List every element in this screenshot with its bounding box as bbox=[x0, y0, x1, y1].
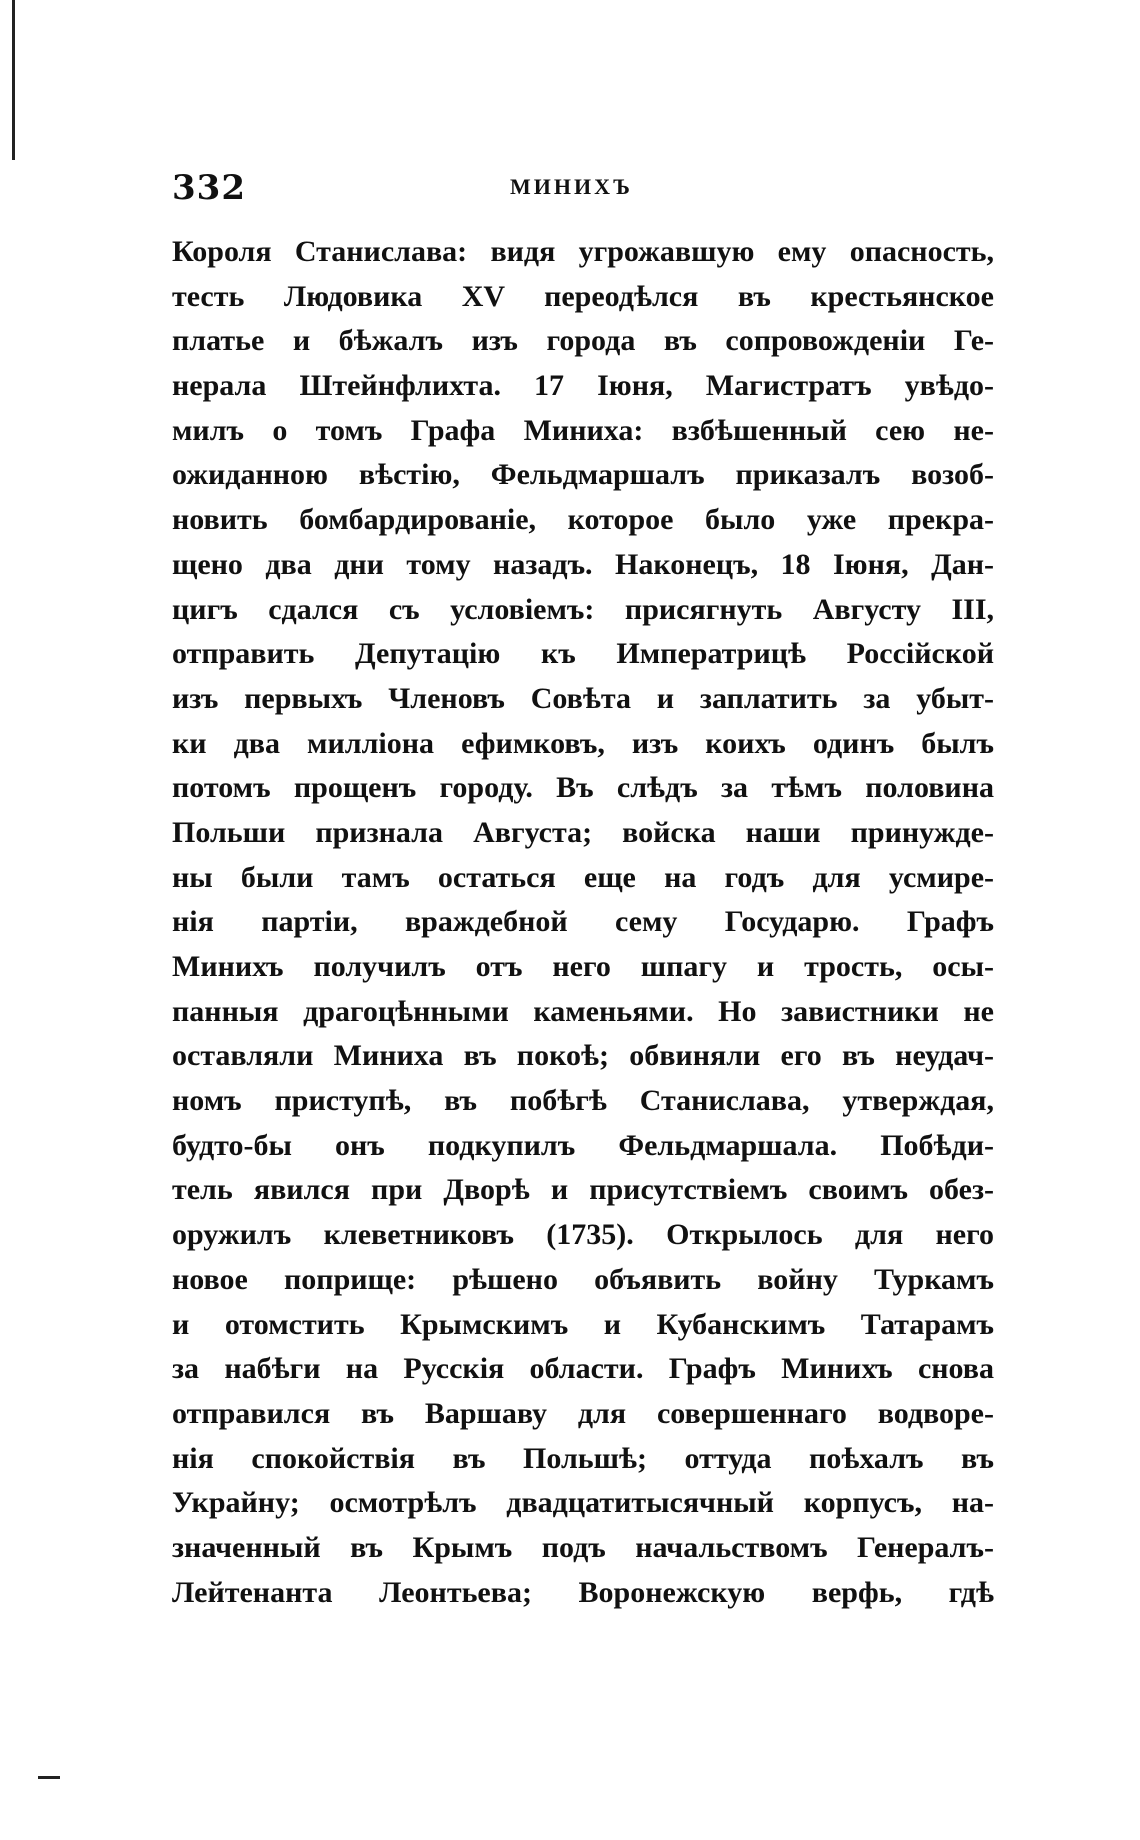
text-line: ожиданною вѣстію, Фельдмаршалъ приказалъ возоб- bbox=[172, 458, 994, 492]
text-line: номъ приступѣ, въ побѣгѣ Станислава, утверждая, bbox=[172, 1084, 994, 1118]
text-line: оставляли Миниха въ покоѣ; обвиняли его въ неудач- bbox=[172, 1039, 994, 1073]
text-line: панныя драгоцѣнными каменьями. Но завистники не bbox=[172, 994, 994, 1028]
text-line: за набѣги на Русскія области. Графъ Минихъ снова bbox=[172, 1352, 994, 1386]
text-line: милъ о томъ Графа Миниха: взбѣшенный сею не- bbox=[172, 413, 994, 447]
text-line: тель явился при Дворѣ и присутствіемъ своимъ обез- bbox=[172, 1173, 994, 1207]
text-line: Лейтенанта Леонтьева; Воронежскую верфь, гдѣ bbox=[172, 1575, 994, 1609]
text-line: Минихъ получилъ отъ него шпагу и трость, осы- bbox=[172, 950, 994, 983]
text-line: Короля Станислава: видя угрожавшую ему опасность, bbox=[172, 235, 994, 268]
text-line: потомъ прощенъ городу. Въ слѣдъ за тѣмъ половина bbox=[172, 771, 994, 805]
text-line: Украйну; осмотрѣлъ двадцатитысячный корпусъ, на- bbox=[172, 1486, 994, 1520]
text-line: щено два дни тому назадъ. Наконецъ, 18 Іюня, Дан- bbox=[172, 547, 994, 581]
text-line: платье и бѣжалъ изъ города въ сопровожденіи Ге- bbox=[172, 324, 994, 358]
page-number: 332 bbox=[172, 168, 246, 208]
left-margin-rule bbox=[12, 0, 15, 160]
text-line: нерала Штейнфлихта. 17 Іюня, Магистратъ увѣдо- bbox=[172, 369, 994, 403]
left-margin-dash bbox=[38, 1776, 60, 1779]
text-line: значенный въ Крымъ подъ начальствомъ Генералъ- bbox=[172, 1530, 994, 1564]
text-line: отправить Депутацію къ Императрицѣ Россійской bbox=[172, 637, 994, 671]
page-header bbox=[172, 168, 1002, 218]
text-line: ки два милліона ефимковъ, изъ коихъ одинъ былъ bbox=[172, 726, 994, 760]
text-line: изъ первыхъ Членовъ Совѣта и заплатить за убыт- bbox=[172, 681, 994, 715]
text-line: оружилъ клеветниковъ (1735). Открылось для него bbox=[172, 1218, 994, 1252]
text-line: будто-бы онъ подкупилъ Фельдмаршала. Побѣди- bbox=[172, 1128, 994, 1162]
text-line: и отомстить Крымскимъ и Кубанскимъ Татарамъ bbox=[172, 1307, 994, 1341]
text-line: тесть Людовика XV переодѣлся въ крестьянское bbox=[172, 279, 994, 313]
text-line: цигъ сдался съ условіемъ: присягнуть Августу III, bbox=[172, 592, 994, 626]
text-line: ны были тамъ остаться еще на годъ для усмире- bbox=[172, 860, 994, 894]
text-line: отправился въ Варшаву для совершеннаго водворе- bbox=[172, 1396, 994, 1430]
text-line: нія партіи, враждебной сему Государю. Графъ bbox=[172, 905, 994, 939]
text-line: нія спокойствія въ Польшѣ; оттуда поѣхалъ въ bbox=[172, 1441, 994, 1475]
text-line: новить бомбардированіе, которое было уже прекра- bbox=[172, 503, 994, 537]
text-line: Польши признала Августа; войска наши принужде- bbox=[172, 815, 994, 849]
text-line: новое поприще: рѣшено объявить войну Туркамъ bbox=[172, 1262, 994, 1296]
running-title: МИНИХЪ bbox=[510, 174, 633, 199]
body-text bbox=[172, 230, 994, 1615]
